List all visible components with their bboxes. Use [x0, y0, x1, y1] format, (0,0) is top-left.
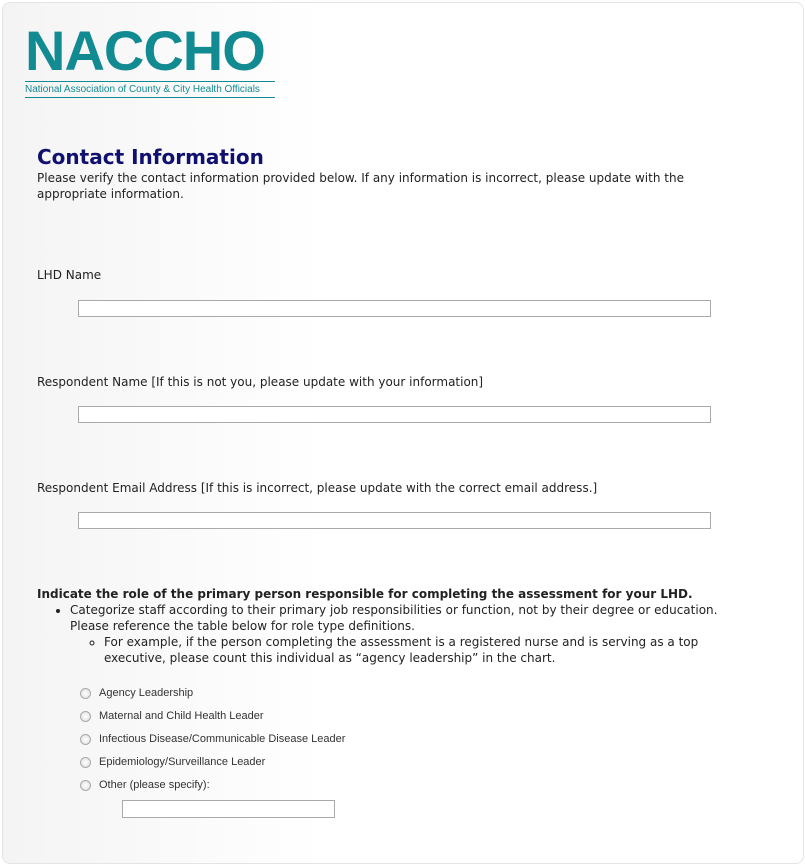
- example-text: For example, if the person completing the assessment is a registered nurse and is serving as a top executive, please count this individual as “agency leadership” in the chart.: [104, 635, 699, 665]
- respondent-email-input[interactable]: [78, 512, 711, 529]
- instructions: [37, 602, 727, 666]
- radio-button[interactable]: [80, 711, 91, 722]
- radio-button[interactable]: [80, 780, 91, 791]
- option-label: Maternal and Child Health Leader: [99, 710, 264, 722]
- option-label: Infectious Disease/Communicable Disease Leader: [99, 733, 346, 745]
- option-label: Agency Leadership: [99, 687, 194, 699]
- radio-epidemiology-leader[interactable]: [80, 756, 265, 768]
- naccho-logo: [25, 19, 275, 98]
- logo-text: NACCHO: [25, 19, 265, 82]
- option-label: Epidemiology/Surveillance Leader: [99, 756, 266, 768]
- radio-infectious-disease-leader[interactable]: [80, 733, 345, 745]
- page-title: Contact Information: [37, 145, 264, 169]
- role-question-title: Indicate the role of the primary person responsible for completing the assessment for your LHD.: [37, 587, 693, 601]
- intro-text: Please verify the contact information provided below. If any information is incorrect, please update with the appropriate information.: [37, 171, 684, 201]
- instruction-bullet: [70, 602, 727, 666]
- lhd-name-input[interactable]: [78, 300, 711, 317]
- respondent-name-input[interactable]: [78, 406, 711, 423]
- respondent-email-label: Respondent Email Address [If this is incorrect, please update with the correct email address.]: [37, 481, 598, 495]
- lhd-name-label: LHD Name: [37, 268, 102, 282]
- instruction-subbullet: [104, 634, 727, 666]
- logo-subtitle: National Association of County & City Health Officials: [25, 81, 275, 98]
- radio-other[interactable]: [80, 779, 210, 791]
- radio-button[interactable]: [80, 734, 91, 745]
- radio-agency-leadership[interactable]: [80, 687, 193, 699]
- respondent-name-label: Respondent Name [If this is not you, please update with your information]: [37, 375, 484, 389]
- other-specify-input[interactable]: [122, 800, 335, 818]
- instruction-text: Categorize staff according to their primary job responsibilities or function, not by their degree or education. Please reference the table below for role type definitions.: [70, 603, 718, 633]
- option-label: Other (please specify):: [99, 779, 210, 791]
- radio-button[interactable]: [80, 688, 91, 699]
- radio-button[interactable]: [80, 757, 91, 768]
- radio-mch-leader[interactable]: [80, 710, 264, 722]
